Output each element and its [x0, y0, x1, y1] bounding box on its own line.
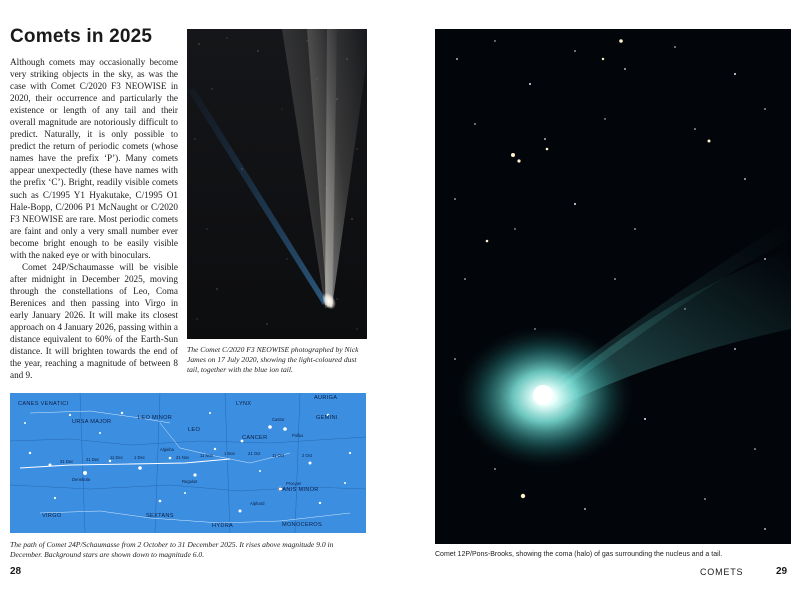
- label-canis-minor: CANIS MINOR: [278, 487, 319, 493]
- label-leo: LEO: [188, 427, 201, 433]
- label-leo-minor: LEO MINOR: [138, 415, 173, 421]
- neowise-caption: The Comet C/2020 F3 NEOWISE photographed by Nick James on 17 July 2020, showing the light-coloured dust tail, together with the blue ion tail.: [187, 345, 359, 374]
- page-title: Comets in 2025: [10, 26, 153, 47]
- label-hydra: HYDRA: [212, 523, 234, 529]
- label-denebola: Denebola: [72, 477, 90, 482]
- label-alphard: Alphard: [250, 501, 265, 506]
- running-head: COMETS: [700, 567, 744, 577]
- paragraph-2: Comet 24P/Schaumasse will be visible after midnight in December 2025, moving through the constellations of Leo, Coma Berenices and then passing into Virgo in early January 2026. It will make its closest approach on 4 January 2026, passing within a distance equivalent to 60% of the Earth-Sun distance. It will brighten towards the end of the year, reaching a magnitude of between 8 and 9.: [10, 261, 178, 381]
- label-ursa-major: URSA MAJOR: [72, 419, 112, 425]
- date-31-dec: 31 Dec: [60, 459, 74, 464]
- label-castor: Castor: [272, 417, 285, 422]
- label-canes-venatici: CANES VENATICI: [18, 401, 69, 407]
- date-2-oct: 2 Oct: [302, 453, 313, 458]
- label-cancer: CANCER: [242, 435, 268, 441]
- paragraph-1: Although comets may occasionally become very striking objects in the sky, as was the case with Comet C/2020 F3 NEOWISE in 2020, their occurrence and particularly the existence or length of any tail and their overall magnitude are notoriously difficult to predict. Naturally, it is only possible to predict the return of periodic comets (whose names have the prefix ‘P’). Many comets appear unexpectedly (these have names with the prefix ‘C’). Bright, readily visible comets such as C/1995 Y1 Hyakutake, C/1995 O1 Hale-Bopp, C/2006 P1 McNaught or C/2020 F3 NEOWISE are rare. Most periodic comets are faint and only a very small number ever become bright enough to be easily visible with the naked eye or with binoculars.: [10, 57, 178, 260]
- pons-brooks-caption: Comet 12P/Pons-Brooks, showing the coma (halo) of gas surrounding the nucleus and a tail.: [435, 551, 723, 558]
- map-caption: The path of Comet 24P/Schaumasse from 2 October to 31 December 2025. It rises above magnitude 9.0 in December. Background stars are shown down to magnitude 6.0.: [10, 540, 334, 559]
- label-auriga: AURIGA: [314, 395, 338, 401]
- date-21-oct: 21 Oct: [248, 451, 261, 456]
- label-lynx: LYNX: [236, 401, 252, 407]
- label-regulus: Regulus: [182, 479, 198, 484]
- star-map: [10, 393, 366, 533]
- label-gemini: GEMINI: [316, 415, 338, 421]
- neowise-photo: [187, 29, 367, 339]
- label-monoceros: MONOCEROS: [282, 522, 322, 528]
- date-11-oct: 11 Oct: [272, 453, 285, 458]
- date-21-dec: 21 Dec: [86, 457, 100, 462]
- date-21-nov: 21 Nov: [176, 455, 190, 460]
- label-procyon: Procyon: [286, 481, 302, 486]
- pons-brooks-photo: [435, 29, 791, 544]
- label-pollux: Pollux: [292, 433, 304, 438]
- date-1-dec: 1 Dec: [134, 455, 145, 460]
- left-page-number: 28: [10, 566, 22, 577]
- article-body: [10, 56, 178, 381]
- date-11-dec: 11 Dec: [110, 455, 123, 460]
- label-virgo: VIRGO: [42, 513, 62, 519]
- label-algieba: Algieba: [160, 447, 174, 452]
- right-page-number: 29: [776, 566, 788, 577]
- date-11-nov: 11 Nov: [200, 453, 213, 458]
- label-sextans: SEXTANS: [146, 513, 174, 519]
- date-1-nov: 1 Nov: [224, 451, 235, 456]
